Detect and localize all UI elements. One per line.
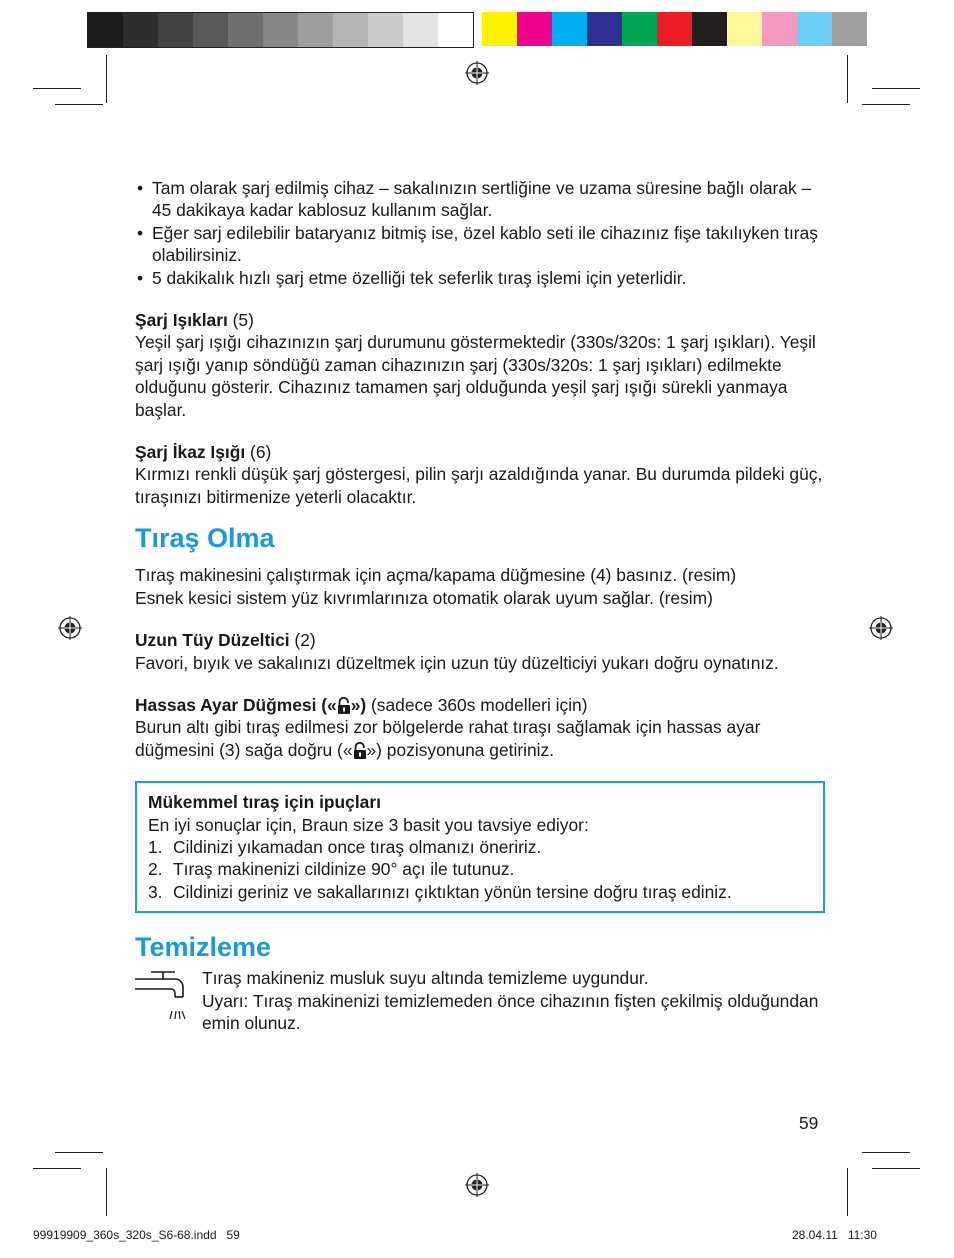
registration-mark-icon (465, 61, 489, 85)
crop-mark (55, 104, 103, 105)
list-item: • Eğer sarj edilebilir bataryanız bitmiş ise, özel kablo seti ile cihazınız fişe takılıyken tıraş olabilirsiniz. (135, 222, 825, 267)
crop-mark (862, 104, 910, 105)
crop-mark (33, 1168, 81, 1169)
cleaning-title: Temizleme (135, 932, 272, 963)
grayscale-bar (87, 12, 474, 48)
crop-mark (847, 55, 848, 103)
section-heading: Şarj Işıkları (135, 310, 228, 331)
list-item: • 5 dakikalık hızlı şarj etme özelliği tek seferlik tıraş işlemi için yeterlidir. (135, 267, 825, 289)
charge-lights-section (135, 309, 825, 421)
paragraph: Burun altı gibi tıraş edilmesi zor bölgelerde rahat tıraşı sağlamak için hassas ayar düğmesini (3) sağa doğru (« ») pozisyonuna getiriniz. (135, 717, 761, 760)
color-swatch (692, 12, 727, 46)
crop-mark (872, 1168, 920, 1169)
reference-number: (6) (245, 442, 272, 463)
section-heading: Hassas Ayar Düğmesi (« ») (135, 694, 367, 715)
footer-date: 28.04.11 11:30 (792, 1228, 877, 1242)
registration-mark-icon (869, 616, 893, 640)
unlock-icon (353, 742, 367, 759)
color-swatch (228, 13, 263, 47)
color-swatch (368, 13, 403, 47)
model-note: (sadece 360s modelleri için) (366, 694, 588, 715)
cleaning-section (135, 967, 825, 1034)
color-swatch (552, 12, 587, 46)
color-bar (482, 12, 867, 46)
crop-mark (862, 1152, 910, 1153)
color-swatch (832, 12, 867, 46)
list-item: • Tam olarak şarj edilmiş cihaz – sakalınızın sertliğine ve uzama süresine bağlı olarak – 45 dakikaya kadar kablosuz kullanım sağlar. (135, 177, 825, 222)
color-swatch (517, 12, 552, 46)
crop-mark (33, 88, 81, 89)
registration-mark-icon (465, 1173, 489, 1197)
color-swatch (622, 12, 657, 46)
color-swatch (333, 13, 368, 47)
section-heading: Şarj İkaz Işığı (135, 442, 246, 463)
color-swatch (403, 13, 438, 47)
color-swatch (263, 13, 298, 47)
crop-mark (872, 88, 920, 89)
color-swatch (298, 13, 333, 47)
page-content (135, 177, 825, 1034)
paragraph: Uyarı: Tıraş makinenizi temizlemeden önce cihazının fişten çekilmiş olduğundan emin olunuz. (202, 990, 819, 1033)
tips-title: Mükemmel tıraş için ipuçları (148, 792, 381, 813)
list-item: 3. Cildinizi geriniz ve sakallarınızı çıktıktan yönün tersine doğru tıraş ediniz. (148, 881, 732, 902)
crop-mark (55, 1152, 103, 1153)
crop-mark (106, 1168, 107, 1216)
paragraph: Tıraş makinesini çalıştırmak için açma/kapama düğmesine (4) basınız. (resim) (135, 565, 737, 586)
reference-number: (5) (227, 310, 254, 331)
faucet-icon (135, 969, 191, 1023)
registration-mark-icon (58, 616, 82, 640)
trimmer-section (135, 629, 825, 674)
paragraph: Tıraş makineniz musluk suyu altında temizleme uygundur. (202, 968, 649, 989)
color-swatch (762, 12, 797, 46)
crop-mark (106, 55, 107, 103)
color-swatch (123, 13, 158, 47)
page-number: 59 (799, 1113, 819, 1133)
feature-list (135, 177, 825, 289)
paragraph: Yeşil şarj ışığı cihazınızın şarj durumunu göstermektedir (330s/320s: 1 şarj ışıkları). Yeşil şarj ışığı yanıp söndüğü zaman cihazınızın şarj (330s/320s: 1 şarj ışıkları) edilmekte olduğunu gösterir. Cihazınız tamamen şarj olduğunda yeşil şarj ışığı sürekli yanmaya başlar. (135, 332, 816, 420)
list-item: 1. Cildinizi yıkamadan once tıraş olmanızı öneririz. (148, 836, 542, 857)
color-swatch (438, 13, 473, 47)
paragraph: Favori, bıyık ve sakalınızı düzeltmek için uzun tüy düzelticiyi yukarı doğru oynatınız. (135, 652, 779, 673)
color-swatch (587, 12, 622, 46)
section-heading: Uzun Tüy Düzeltici (135, 630, 290, 651)
paragraph: Esnek kesici sistem yüz kıvrımlarınıza otomatik olarak uyum sağlar. (resim) (135, 587, 713, 608)
shaving-title: Tıraş Olma (135, 523, 275, 554)
color-swatch (657, 12, 692, 46)
reference-number: (2) (289, 630, 316, 651)
color-swatch (193, 13, 228, 47)
list-item: 2. Tıraş makinenizi cildinize 90° açı ile tutunuz. (148, 859, 515, 880)
color-swatch (797, 12, 832, 46)
color-swatch (88, 13, 123, 47)
unlock-icon (337, 697, 351, 714)
color-swatch (482, 12, 517, 46)
warning-light-section (135, 441, 825, 508)
tips-list (148, 836, 813, 903)
color-swatch (727, 12, 762, 46)
paragraph: Kırmızı renkli düşük şarj göstergesi, pilin şarjı azaldığında yanar. Bu durumda pildeki güç, tıraşınızı bitirmenize yeterli olacaktır. (135, 464, 823, 507)
tips-intro: En iyi sonuçlar için, Braun size 3 basit you tavsiye ediyor: (148, 814, 589, 835)
tips-box (135, 781, 825, 913)
precision-section (135, 694, 825, 761)
footer-file-info: 99919909_360s_320s_S6-68.indd 59 (33, 1228, 240, 1242)
color-swatch (158, 13, 193, 47)
crop-mark (847, 1168, 848, 1216)
